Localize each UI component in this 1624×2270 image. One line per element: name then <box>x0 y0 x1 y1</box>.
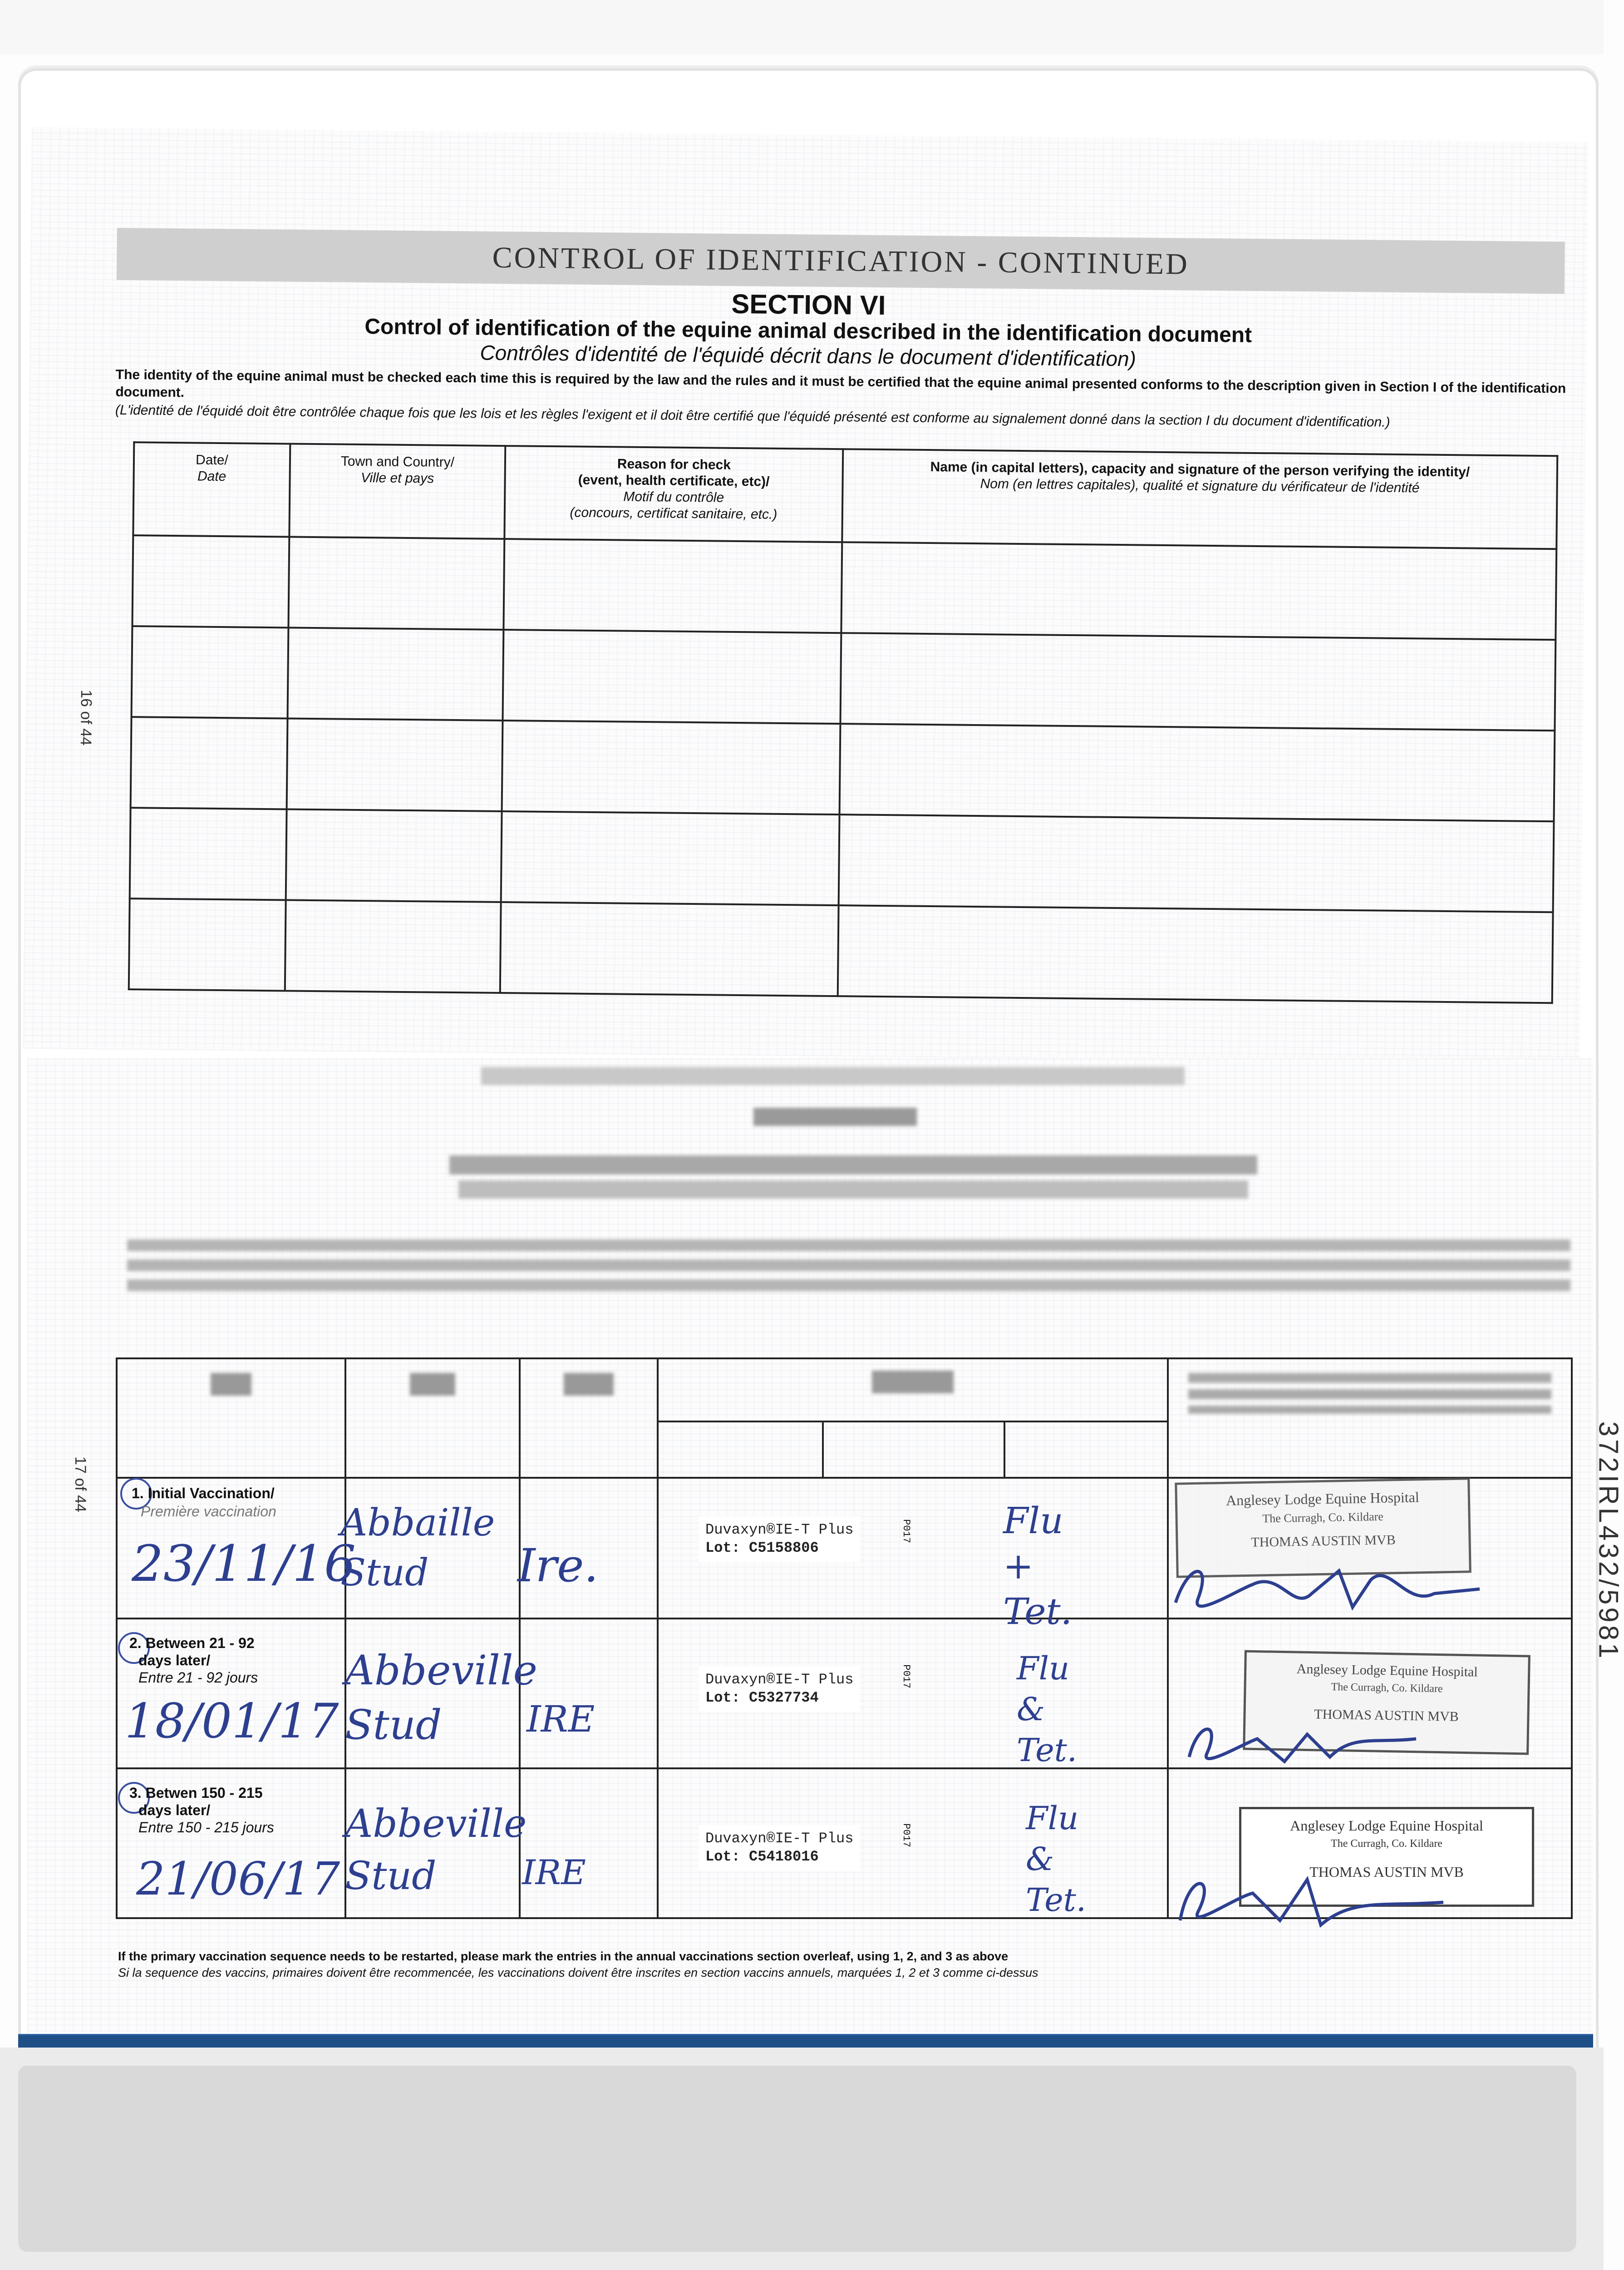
table-row <box>130 808 1554 912</box>
identity-check-table <box>128 441 1558 1004</box>
row3-label-fr: Entre 150 - 215 jours <box>138 1819 274 1836</box>
row3-disease: Flu & Tet. <box>1026 1800 1087 1919</box>
col-reason-header <box>504 446 843 542</box>
blurred-subtitle-fr <box>458 1180 1248 1199</box>
row2-vaccine-sticker <box>699 1666 860 1712</box>
row1-date: 23/11/16 <box>132 1535 356 1593</box>
row1-disease: Flu + Tet. <box>1003 1500 1073 1633</box>
row1-vaccine-name: Duvaxyn®IE-T Plus <box>705 1521 854 1538</box>
row2-vaccine-name: Duvaxyn®IE-T Plus <box>705 1671 854 1688</box>
row1-stamp-address: The Curragh, Co. Kildare <box>1262 1510 1384 1525</box>
row3-stamp-address: The Curragh, Co. Kildare <box>1331 1838 1442 1850</box>
row3-label <box>129 1784 274 1836</box>
row2-label-en2: days later/ <box>138 1652 211 1668</box>
row1-vaccine-sticker <box>699 1516 860 1562</box>
col-town-header <box>289 444 505 539</box>
col-vaccine-header <box>658 1358 1168 1478</box>
row2-country: IRE <box>527 1698 595 1740</box>
section-vi-instruction-fr: (L'identité de l'équidé doit être contrôlée chaque fois que les lois et les règles l'exigent et il doit être certifié que l'équidé présenté est conforme au signalement donné dans la section I du document d'identification.) <box>115 402 1390 430</box>
side-passport-id: 372IRL432/5981 <box>1593 1421 1624 1661</box>
row3-date: 21/06/17 <box>136 1852 340 1905</box>
scan-background-bottom <box>0 2048 1604 2270</box>
row2-sticker-code: P017 <box>900 1664 912 1688</box>
page-section-vi <box>23 127 1589 1064</box>
row3-label-en2: days later/ <box>138 1802 211 1818</box>
section-vi-title: SECTION VI <box>731 288 886 321</box>
row3-vaccine-sticker <box>699 1825 860 1870</box>
row2-label-en: Between 21 - 92 <box>145 1635 255 1651</box>
page-section-vii <box>27 1058 1624 2038</box>
row2-label <box>129 1634 258 1686</box>
row2-label-fr: Entre 21 - 92 jours <box>138 1669 258 1686</box>
row2-stamp-clinic: Anglesey Lodge Equine Hospital <box>1296 1661 1478 1680</box>
row2-signature <box>1180 1707 1434 1771</box>
col-town-fr: Ville et pays <box>360 470 434 486</box>
page-number-16: 16 of 44 <box>77 690 95 746</box>
row2-date: 18/01/17 <box>125 1693 339 1749</box>
row1-label-en <box>132 1485 275 1502</box>
col-reason-fr: Motif du contrôle <box>623 489 724 505</box>
section-vii-footer-fr: Si la sequence des vaccins, primaires doivent être recommencée, les vaccinations doivent être inscrites en section vaccins annuels, marquées 1, 2 et 3 comme ci-dessus <box>118 1966 1038 1979</box>
table-row <box>132 535 1556 640</box>
row3-place: Abbeville Stud <box>345 1801 527 1899</box>
col-name-en: Name (in capital letters), capacity and signature of the person verifying the identity/ <box>930 459 1470 480</box>
col-date-header <box>117 1358 345 1478</box>
row3-sticker-code: P017 <box>900 1823 912 1847</box>
col-date-en: Date/ <box>195 452 228 468</box>
row1-country: Ire. <box>517 1539 599 1592</box>
row1-place: Abbaille Stud <box>340 1501 495 1594</box>
page-number-17: 17 of 44 <box>71 1456 89 1512</box>
col-date-fr: Date <box>197 469 226 484</box>
row3-stamp-clinic: Anglesey Lodge Equine Hospital <box>1290 1817 1483 1834</box>
section-vi-subtitle-fr: Contrôles d'identité de l'équidé décrit dans le document d'identification) <box>480 340 1137 371</box>
col-reason-en: Reason for check <box>617 456 731 473</box>
col-reason-en2: (event, health certificate, etc)/ <box>578 472 770 489</box>
col-name-header <box>842 449 1557 549</box>
row2-place: Abbeville Stud <box>345 1647 537 1749</box>
table-row <box>129 898 1553 1003</box>
col-place-header <box>345 1358 520 1478</box>
row1-label: Initial Vaccination/ <box>148 1485 275 1501</box>
row1-signature <box>1162 1544 1507 1625</box>
table-row <box>132 626 1556 730</box>
col-date-header <box>133 442 290 537</box>
section-vi-instruction-en: The identity of the equine animal must be checked each time this is required by the law and the rules and it must be certified that the equine animal presented conforms to the description given in Section I of the identification document. <box>115 367 1566 400</box>
row1-label-fr: Première vaccination <box>141 1503 276 1520</box>
row3-number: 3. <box>129 1785 142 1801</box>
row3-signature <box>1171 1857 1452 1934</box>
row3-label-en: Betwen 150 - 215 <box>145 1785 263 1801</box>
row2-stamp-address: The Curragh, Co. Kildare <box>1331 1681 1443 1695</box>
col-country-header <box>520 1358 658 1478</box>
row3-stamp-vet: THOMAS AUSTIN MVB <box>1309 1864 1464 1880</box>
table-row <box>131 717 1555 821</box>
blurred-section-title <box>753 1108 917 1126</box>
row3-vaccine-name: Duvaxyn®IE-T Plus <box>705 1830 854 1847</box>
scan-background-top <box>0 0 1604 54</box>
row2-number: 2. <box>129 1635 142 1651</box>
row2-lot: Lot: C5327734 <box>705 1689 819 1706</box>
section-vi-subtitle-en: Control of identification of the equine animal described in the identification document <box>364 315 1252 347</box>
row2-disease: Flu & Tet. <box>1017 1650 1078 1769</box>
row1-number: 1. <box>132 1485 144 1501</box>
col-reason-fr2: (concours, certificat sanitaire, etc.) <box>570 505 778 522</box>
col-vet-header <box>1168 1358 1572 1478</box>
blurred-subtitle <box>449 1155 1257 1174</box>
blurred-header <box>481 1067 1185 1085</box>
blurred-instruction <box>127 1239 1570 1298</box>
row3-lot: Lot: C5418016 <box>705 1848 819 1865</box>
col-town-en: Town and Country/ <box>340 454 455 470</box>
row2-stamp-vet: THOMAS AUSTIN MVB <box>1314 1707 1459 1724</box>
section-vii-footer-en: If the primary vaccination sequence needs to be restarted, please mark the entries in the annual vaccinations section overleaf, using 1, 2, and 3 as above <box>118 1949 1009 1963</box>
header-band-title: CONTROL OF IDENTIFICATION - CONTINUED <box>492 241 1190 281</box>
row1-stamp-vet: THOMAS AUSTIN MVB <box>1251 1532 1396 1550</box>
row1-lot: Lot: C5158806 <box>705 1540 819 1556</box>
col-name-fr: Nom (en lettres capitales), qualité et signature du vérificateur de l'identité <box>980 476 1420 496</box>
row1-stamp-clinic: Anglesey Lodge Equine Hospital <box>1225 1489 1420 1509</box>
row3-country: IRE <box>522 1852 586 1892</box>
row1-sticker-code: P017 <box>900 1519 912 1543</box>
